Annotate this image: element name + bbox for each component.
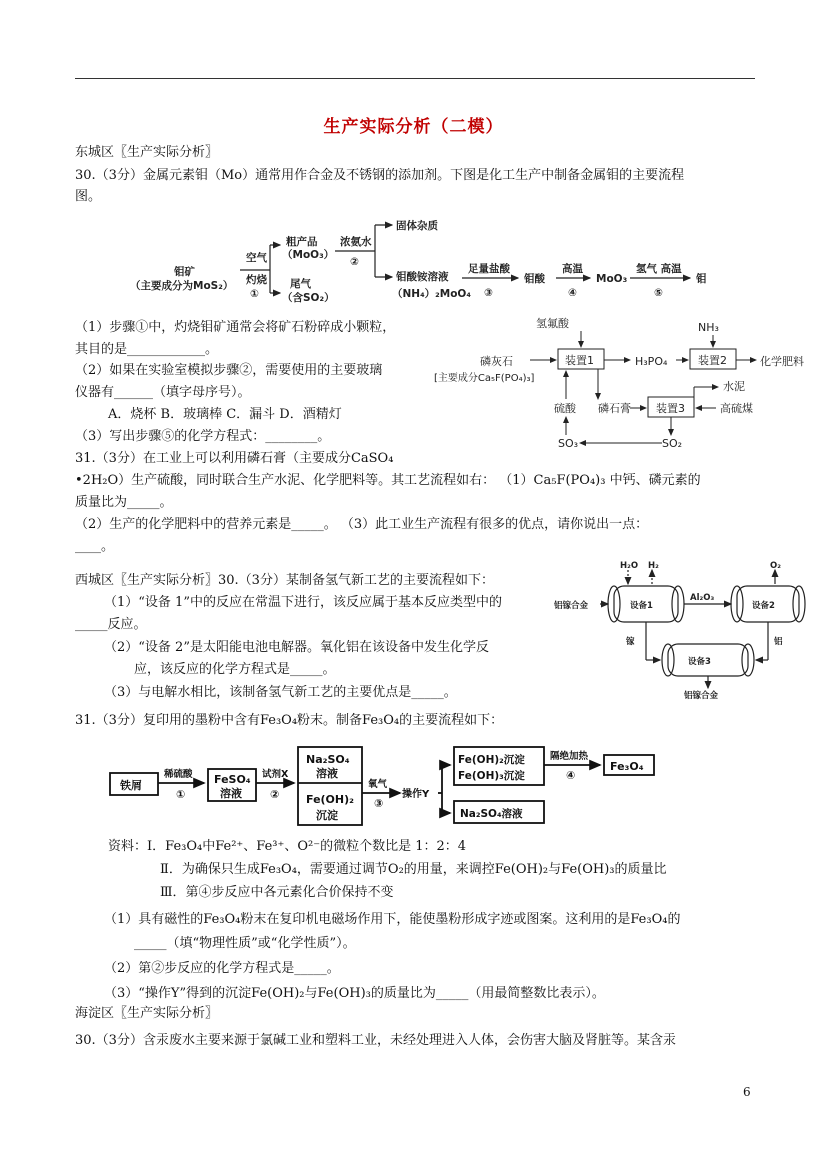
dc-q31-line1: 31.（3分）在工业上可以利用磷石膏（主要成分CaSO₄ [75,451,394,466]
f1-moo3: MoO₃ [596,273,628,285]
xc-info1: 资料：Ⅰ．Fe₃O₄中Fe²⁺、Fe³⁺、O²⁻的微粒个数比是 1：2：4 [108,839,467,854]
f3-al: 铝 [774,637,783,647]
page-number: 6 [743,1085,751,1099]
xc-q30-line4: （2）“设备 2”是太阳能电池电解器。氧化铝在该设备中发生化学反 [104,640,489,655]
f2-hf: 氢氟酸 [536,317,569,330]
f1-ore: 钼矿 [174,266,195,278]
f4-op: 操作Y [402,789,430,800]
f1-s2: ② [350,256,359,268]
dc-q30-p1b: 其目的是____________。 [75,342,219,357]
xc-q31-p3: （3）“操作Y”得到的沉淀Fe(OH)₂与Fe(OH)₃的质量比为_____（用最简整数比表示）。 [104,986,605,1001]
f3-ga: 镓 [626,637,635,647]
f4-scrap: 铁屑 [120,779,142,792]
header-rule [75,78,755,79]
f2-rock: 磷灰石 [480,355,513,368]
f1-solution-sub: （NH₄）₂MoO₄ [392,288,471,300]
dc-q30-p2a: （2）如果在实验室模拟步骤②，需要使用的主要玻璃 [75,363,383,378]
f4-na2so4-sol: 溶液 [316,767,338,780]
fe3o4-flowchart [108,743,668,827]
xc-info3: Ⅲ．第④步反应中各元素化合价保持不变 [160,885,394,900]
xc-q30-line2: （1）“设备 1”中的反应在常温下进行，该反应属于基本反应类型中的 [104,595,502,610]
section-dongcheng: 东城区〖生产实际分析〗 [75,145,219,160]
xc-q30-line6: （3）与电解水相比，该制备氢气新工艺的主要优点是_____。 [104,685,457,700]
f1-air: 空气 [246,252,267,264]
f1-solid: 固体杂质 [396,220,438,232]
f2-dev3: 装置3 [656,402,685,415]
f1-h2-temp: 氢气 高温 [636,263,682,275]
f3-alloy-in: 铝镓合金 [554,601,589,611]
f2-h3po4: H₃PO₄ [635,355,668,368]
f4-fe3o4: Fe₃O₄ [610,760,644,773]
f3-h2: H₂ [648,561,659,571]
f1-solution: 钼酸铵溶液 [396,271,449,283]
dc-q31-line2: •2H₂O）生产硫酸，同时联合生产水泥、化学肥料等。其工艺流程如右： （1）Ca₅F(PO₄)₃ 中钙、磷元素的 [75,473,701,488]
phosphogypsum-flowchart [430,315,815,455]
f3-o2: O₂ [770,561,781,571]
f2-so3: SO₃ [558,437,579,450]
f2-nh3: NH₃ [698,321,719,334]
f3-h2o: H₂O [620,561,639,571]
xc-q31-p1b: _____（填“物理性质”或“化学性质”）。 [134,936,356,951]
xc-info2: Ⅱ．为确保只生成Fe₃O₄，需要通过调节O₂的用量，来调控Fe(OH)₂与Fe(OH)₃的质量比 [160,862,667,877]
f1-mo: 钼 [696,273,707,285]
f3-alloy-out: 铝镓合金 [684,691,719,700]
f1-ammonia: 浓氨水 [340,236,372,248]
f4-s2: ② [270,788,280,801]
f2-rock-sub: [主要成分Ca₅F(PO₄)₃] [434,373,535,384]
dc-q30-p2b: 仪器有______（填字母序号）。 [75,385,251,400]
xc-q31-p2: （2）第②步反应的化学方程式是_____。 [104,961,340,976]
f2-h2so4: 硫酸 [554,402,576,415]
f1-s3: ③ [484,287,493,299]
f1-high-temp: 高温 [562,263,583,275]
f1-tail: 尾气 [290,278,311,290]
hydrogen-flowchart [552,558,820,700]
f4-feoh2: Fe(OH)₂ [306,793,354,806]
f4-ppt-b: Fe(OH)₃沉淀 [458,770,525,782]
f3-dev3: 设备3 [688,657,711,667]
f1-crude: 粗产品 [286,236,318,248]
f1-hcl: 足量盐酸 [468,263,510,275]
f1-s1: ① [250,288,259,300]
f4-feoh2-ppt: 沉淀 [316,809,338,822]
f1-s4: ④ [568,287,577,299]
f3-dev2: 设备2 [752,601,775,611]
dc-q30-p1a: （1）步骤①中，灼烧钼矿通常会将矿石粉碎成小颗粒， [75,320,396,335]
f4-dil: 稀硫酸 [164,769,193,780]
f4-feso4: FeSO₄ [214,773,251,786]
f4-o2: 氧气 [368,779,388,790]
xc-q31-line1: 31.（3分）复印用的墨粉中含有Fe₃O₄粉末。制备Fe₃O₄的主要流程如下： [75,713,504,728]
dc-q30-line1: 30.（3分）金属元素钼（Mo）通常用作合金及不锈钢的添加剂。下图是化工生产中制备金属钼的主要流程 [75,168,685,183]
f4-feso4-sol: 溶液 [220,787,242,800]
f3-dev1: 设备1 [630,601,653,611]
dc-q31-line5: ____。 [75,539,115,554]
xc-q30-line3: _____反应。 [75,617,147,632]
f4-ppt-a: Fe(OH)₂沉淀 [458,754,525,766]
f4-reagent: 试剂X [262,769,289,780]
f2-fert: 化学肥料 [760,355,804,368]
xc-q30-line5: 应，该反应的化学方程式是_____。 [134,662,336,677]
f2-cement: 水泥 [723,380,745,393]
f4-heat: 隔绝加热 [550,751,589,762]
xc-q30-line1: 西城区〖生产实际分析〗30.（3分）某制备氢气新工艺的主要流程如下： [75,573,494,588]
f4-s1: ① [176,788,186,801]
f4-na2so4-out: Na₂SO₄溶液 [460,808,523,820]
f2-coal: 高硫煤 [720,402,753,415]
f2-dev2: 装置2 [698,354,727,367]
f2-gypsum: 磷石膏 [598,402,631,415]
dc-q31-line3: 质量比为_____。 [75,495,173,510]
molybdenum-flowchart [130,215,730,315]
hd-q30-line1: 30.（3分）含汞废水主要来源于氯碱工业和塑料工业，未经处理进入人体，会伤害大脑及肾脏等。某含汞 [75,1033,676,1048]
f2-dev1: 装置1 [565,354,594,367]
f1-crude-sub: （MoO₃） [282,249,335,261]
f1-ore-sub: （主要成分为MoS₂） [130,280,234,292]
f1-s5: ⑤ [654,287,663,299]
f1-burn: 灼烧 [246,274,267,286]
f3-al2o3: Al₂O₃ [690,593,715,603]
f4-na2so4: Na₂SO₄ [306,753,350,766]
dc-q30-options: A．烧杯 B．玻璃棒 C．漏斗 D．酒精灯 [108,407,342,422]
dc-q30-line2: 图。 [75,189,102,204]
dc-q31-line4: （2）生产的化学肥料中的营养元素是_____。 （3）此工业生产流程有很多的优点，请你说出一点： [75,517,649,532]
f2-so2: SO₂ [662,437,683,450]
xc-q31-p1a: （1）具有磁性的Fe₃O₄粉末在复印机电磁场作用下，能使墨粉形成字迹或图案。这利用的是Fe₃O₄的 [104,912,681,927]
f1-tail-sub: （含SO₂） [282,292,335,304]
f1-acid: 钼酸 [524,273,545,285]
f4-s4: ④ [566,769,576,782]
section-haidian: 海淀区〖生产实际分析〗 [75,1006,219,1021]
page-title: 生产实际分析（二模） [323,117,504,137]
f4-s3: ③ [374,797,384,810]
dc-q30-p3: （3）写出步骤⑤的化学方程式：________。 [75,429,331,444]
